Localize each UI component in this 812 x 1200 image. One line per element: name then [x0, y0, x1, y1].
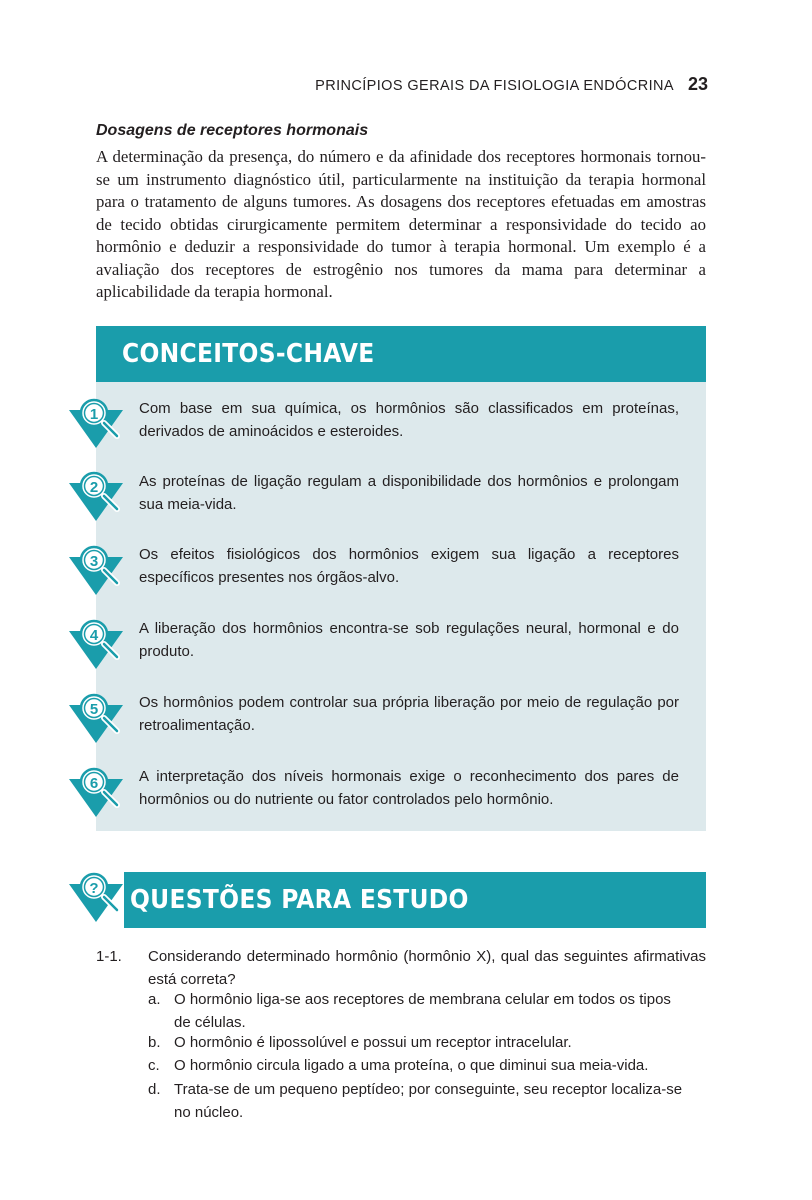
question-stem: Considerando determinado hormônio (hormônio X), qual das seguintes afirmativas está correta?	[148, 948, 706, 988]
study-questions-title: QUESTÕES PARA ESTUDO	[130, 885, 469, 915]
option-a-letter: a.	[148, 991, 161, 1008]
body-paragraph: A determinação da presença, do número e da afinidade dos receptores hormonais tornou-se um instrumento diagnóstico útil, particularmente na instituição da terapia hormonal para o tratamento de alguns tumores. As dosagens dos receptores efetuadas em amostras de tecido obtidas cirurgicamente permitem determinar a responsividade do tecido ao hormônio e deduzir a responsividade do tumor à terapia hormonal. Um exemplo é a avaliação dos receptores de estrogênio nos tumores da mama para determinar a aplicabilidade da terapia hormonal.	[96, 147, 706, 301]
option-d-text: Trata-se de um pequeno peptídeo; por conseguinte, seu receptor localiza-se no núcleo.	[174, 1081, 683, 1121]
concept-item-6: A interpretação dos níveis hormonais exige o reconhecimento dos pares de hormônios ou do nutriente ou fator controlados pelo hormônio.	[139, 768, 679, 808]
concept-badge-4-number: 4	[89, 627, 99, 644]
running-header	[315, 74, 708, 95]
concept-badge-4-icon	[67, 615, 125, 675]
section-subtitle: Dosagens de receptores hormonais	[96, 122, 369, 139]
key-concepts-box	[96, 326, 706, 831]
option-d-letter: d.	[148, 1081, 161, 1098]
running-title: PRINCÍPIOS GERAIS DA FISIOLOGIA ENDÓCRINA	[315, 78, 674, 94]
questions-badge-icon	[67, 868, 125, 928]
option-c-text: O hormônio circula ligado a uma proteína, o que diminui sua meia-vida.	[174, 1057, 649, 1074]
question-number: 1-1.	[96, 948, 122, 965]
questions-badge-symbol: ?	[89, 880, 99, 897]
option-a-text: O hormônio liga-se aos receptores de membrana celular em todos os tipos de células.	[174, 991, 671, 1031]
concept-item-4: A liberação dos hormônios encontra-se sob regulações neural, hormonal e do produto.	[139, 620, 679, 660]
concept-badge-2-number: 2	[89, 479, 99, 496]
concept-badge-3-number: 3	[89, 553, 99, 570]
option-c-letter: c.	[148, 1057, 160, 1074]
page-number: 23	[687, 74, 708, 94]
key-concepts-header	[96, 326, 706, 382]
concept-badge-1-icon	[67, 394, 125, 454]
concept-badge-2-icon	[67, 467, 125, 527]
option-b-letter: b.	[148, 1034, 161, 1051]
concept-badge-6-icon	[67, 763, 125, 823]
concept-badge-5-icon	[67, 689, 125, 749]
concept-item-1: Com base em sua química, os hormônios são classificados em proteínas, derivados de aminoácidos e esteroides.	[139, 400, 679, 440]
study-questions-header	[124, 872, 706, 928]
concept-badge-1-number: 1	[89, 406, 99, 423]
concept-item-5: Os hormônios podem controlar sua própria liberação por meio de regulação por retroalimentação.	[139, 694, 679, 734]
concept-badge-3-icon	[67, 541, 125, 601]
concept-badge-5-number: 5	[89, 701, 99, 718]
key-concepts-title: CONCEITOS-CHAVE	[122, 339, 375, 369]
concept-item-2: As proteínas de ligação regulam a disponibilidade dos hormônios e prolongam sua meia-vida.	[139, 473, 679, 513]
concept-badge-6-number: 6	[89, 775, 99, 792]
concept-item-3: Os efeitos fisiológicos dos hormônios exigem sua ligação a receptores específicos presentes nos órgãos-alvo.	[139, 546, 679, 586]
option-b-text: O hormônio é lipossolúvel e possui um receptor intracelular.	[174, 1034, 572, 1051]
